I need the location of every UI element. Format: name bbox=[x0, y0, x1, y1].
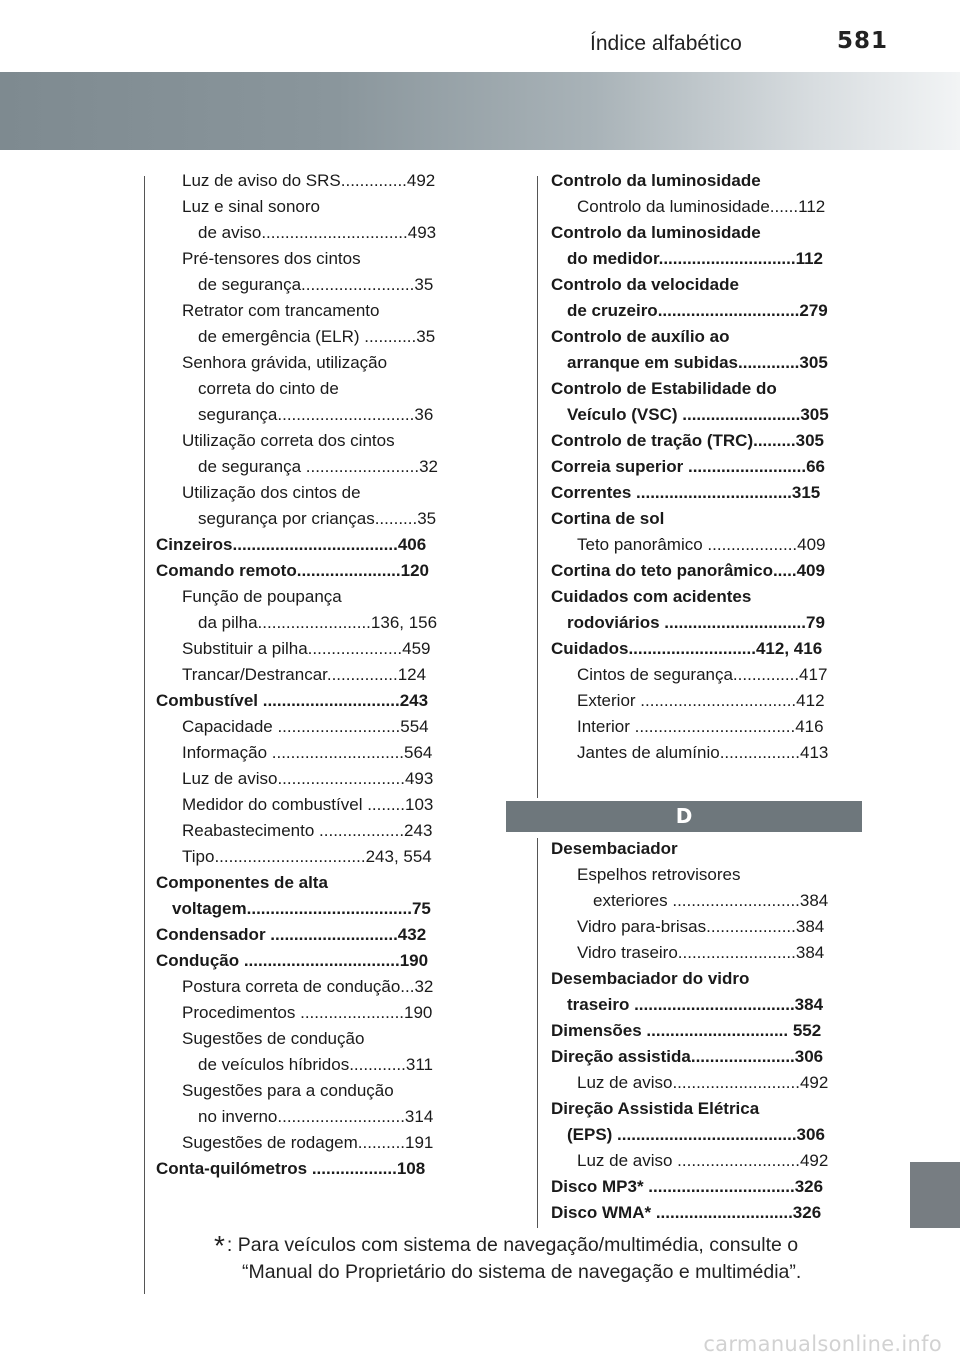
index-entry: Controlo de Estabilidade do bbox=[551, 379, 777, 398]
index-subentry: Cintos de segurança..............417 bbox=[577, 665, 828, 684]
index-subentry: Procedimentos ......................190 bbox=[182, 1003, 433, 1022]
index-entry: voltagem...................................75 bbox=[172, 899, 431, 918]
index-subentry: Luz de aviso do SRS..............492 bbox=[182, 171, 436, 190]
index-entry: Correntes .................................315 bbox=[551, 483, 821, 502]
index-entry: de cruzeiro..............................279 bbox=[567, 301, 828, 320]
index-entry: Correia superior .........................66 bbox=[551, 457, 825, 476]
footnote-line-2: “Manual do Proprietário do sistema de navegação e multimédia”. bbox=[242, 1261, 802, 1283]
index-entry: (EPS) ......................................306 bbox=[567, 1125, 825, 1144]
index-subentry: de emergência (ELR) ...........35 bbox=[198, 327, 436, 346]
page-title: Índice alfabético bbox=[590, 32, 742, 55]
index-column-right-top bbox=[551, 168, 863, 766]
index-entry: Conta-quilómetros ..................108 bbox=[156, 1159, 426, 1178]
index-entry: Cortina de sol bbox=[551, 509, 665, 528]
index-subentry: de veículos híbridos............311 bbox=[198, 1055, 433, 1074]
index-subentry: Senhora grávida, utilização bbox=[182, 353, 388, 372]
index-entry: Dimensões .............................. 552 bbox=[551, 1021, 822, 1040]
index-subentry: no inverno...........................314 bbox=[198, 1107, 434, 1126]
index-subentry: de segurança........................35 bbox=[198, 275, 434, 294]
index-subentry: Teto panorâmico ...................409 bbox=[577, 535, 826, 554]
index-subentry: Interior ..................................416 bbox=[577, 717, 824, 736]
footnote bbox=[214, 1232, 874, 1286]
index-entry: Cuidados com acidentes bbox=[551, 587, 752, 606]
index-entry: Cortina do teto panorâmico.....409 bbox=[551, 561, 825, 580]
index-subentry: exteriores ...........................384 bbox=[593, 891, 829, 910]
index-subentry: Espelhos retrovisores bbox=[577, 865, 741, 884]
index-entry: Veículo (VSC) .........................305 bbox=[567, 405, 829, 424]
index-entry: Direção Assistida Elétrica bbox=[551, 1099, 760, 1118]
index-subentry: Sugestões de rodagem..........191 bbox=[182, 1133, 434, 1152]
section-letter-bar: D bbox=[506, 801, 862, 832]
index-entry: Combustível .............................243 bbox=[156, 691, 429, 710]
index-subentry: Postura correta de condução...32 bbox=[182, 977, 434, 996]
index-entry: Disco WMA* .............................326 bbox=[551, 1203, 822, 1222]
column-divider-middle bbox=[537, 176, 538, 798]
index-entry: traseiro ..................................384 bbox=[567, 995, 824, 1014]
index-entry: Disco MP3* ...............................326 bbox=[551, 1177, 824, 1196]
index-entry: Comando remoto......................120 bbox=[156, 561, 429, 580]
index-subentry: Substituir a pilha....................459 bbox=[182, 639, 431, 658]
header-banner bbox=[0, 72, 960, 150]
index-subentry: Luz de aviso...........................492 bbox=[577, 1073, 829, 1092]
index-entry: Cuidados...........................412, 416 bbox=[551, 639, 823, 658]
index-subentry: Medidor do combustível ........103 bbox=[182, 795, 434, 814]
index-subentry: de segurança ........................32 bbox=[198, 457, 439, 476]
index-entry: Desembaciador bbox=[551, 839, 678, 858]
index-subentry: Sugestões de condução bbox=[182, 1029, 365, 1048]
index-entry: Controlo da luminosidade bbox=[551, 223, 761, 242]
index-column-right-bottom bbox=[551, 836, 863, 1226]
index-subentry: da pilha........................136, 156 bbox=[198, 613, 438, 632]
index-entry: rodoviários ..............................79 bbox=[567, 613, 825, 632]
index-subentry: Função de poupança bbox=[182, 587, 342, 606]
index-subentry: Pré-tensores dos cintos bbox=[182, 249, 361, 268]
page-number: 581 bbox=[836, 28, 888, 54]
index-subentry: Reabastecimento ..................243 bbox=[182, 821, 433, 840]
index-subentry: segurança por crianças.........35 bbox=[198, 509, 437, 528]
index-subentry: Retrator com trancamento bbox=[182, 301, 380, 320]
index-subentry: segurança.............................36 bbox=[198, 405, 434, 424]
index-subentry: Utilização correta dos cintos bbox=[182, 431, 395, 450]
thumb-index-tab bbox=[910, 1162, 960, 1228]
index-entry: Controlo da velocidade bbox=[551, 275, 739, 294]
index-subentry: Jantes de alumínio.................413 bbox=[577, 743, 829, 762]
index-subentry: Tipo................................243, 554 bbox=[182, 847, 432, 866]
index-entry: do medidor.............................112 bbox=[567, 249, 824, 268]
index-subentry: Luz e sinal sonoro bbox=[182, 197, 320, 216]
index-entry: Condensador ...........................432 bbox=[156, 925, 427, 944]
index-entry: Direção assistida......................306 bbox=[551, 1047, 824, 1066]
index-subentry: de aviso...............................493 bbox=[198, 223, 437, 242]
column-divider-left bbox=[144, 176, 145, 1294]
index-subentry: Capacidade ..........................554 bbox=[182, 717, 429, 736]
index-subentry: Luz de aviso...........................493 bbox=[182, 769, 434, 788]
index-subentry: Trancar/Destrancar...............124 bbox=[182, 665, 427, 684]
index-entry: arranque em subidas.............305 bbox=[567, 353, 828, 372]
index-subentry: Utilização dos cintos de bbox=[182, 483, 361, 502]
footnote-line-1: : Para veículos com sistema de navegação/multimédia, consulte o bbox=[226, 1234, 799, 1256]
index-subentry: Sugestões para a condução bbox=[182, 1081, 394, 1100]
watermark: carmanualsonline.info bbox=[703, 1332, 942, 1356]
index-column-left bbox=[156, 168, 468, 1182]
index-entry: Controlo da luminosidade bbox=[551, 171, 761, 190]
index-subentry: Luz de aviso ..........................492 bbox=[577, 1151, 829, 1170]
index-entry: Controlo de tração (TRC).........305 bbox=[551, 431, 824, 450]
index-subentry: Controlo da luminosidade......112 bbox=[577, 197, 826, 216]
index-entry: Desembaciador do vidro bbox=[551, 969, 750, 988]
index-subentry: Vidro para-brisas...................384 bbox=[577, 917, 825, 936]
index-entry: Cinzeiros...................................406 bbox=[156, 535, 427, 554]
index-entry: Componentes de alta bbox=[156, 873, 328, 892]
index-subentry: correta do cinto de bbox=[198, 379, 339, 398]
column-divider-middle-lower bbox=[537, 838, 538, 1228]
index-entry: Condução .................................190 bbox=[156, 951, 429, 970]
index-entry: Controlo de auxílio ao bbox=[551, 327, 730, 346]
index-subentry: Vidro traseiro.........................384 bbox=[577, 943, 825, 962]
index-subentry: Exterior .................................412 bbox=[577, 691, 825, 710]
footnote-asterisk: * bbox=[214, 1230, 225, 1261]
index-subentry: Informação ............................564 bbox=[182, 743, 433, 762]
